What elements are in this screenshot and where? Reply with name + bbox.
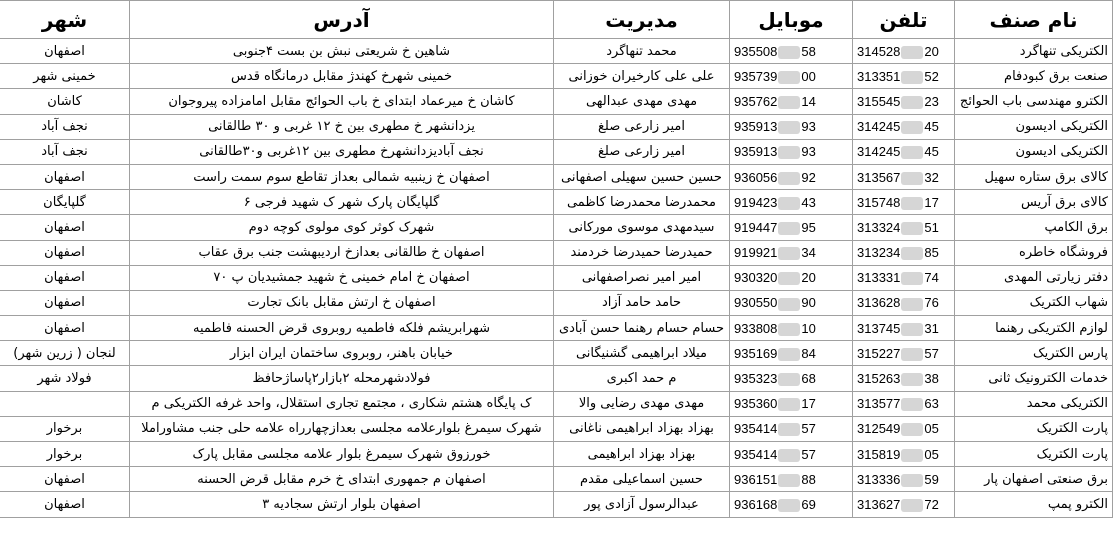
redaction-blur (778, 423, 800, 436)
cell-mobile[interactable] (730, 467, 853, 492)
cell-tel[interactable] (853, 39, 955, 64)
cell-address[interactable]: خمینی شهرخ کهندژ مقابل درمانگاه قدس (130, 64, 554, 89)
tel-suffix: 74 (924, 270, 939, 286)
table-row (0, 190, 1113, 215)
cell-name[interactable]: الکتریکی ادیسون (955, 114, 1113, 139)
cell-manager[interactable]: محمدرضا محمدرضا کاظمی (554, 190, 730, 215)
mobile-suffix: 10 (801, 320, 816, 336)
cell-name[interactable]: الکترو مهندسی باب الحوائج (955, 89, 1113, 114)
redaction-blur (901, 373, 923, 386)
header-name[interactable]: نام صنف (955, 1, 1113, 39)
redaction-blur (778, 499, 800, 512)
cell-mobile[interactable] (730, 240, 853, 265)
mobile-suffix: 92 (801, 169, 816, 185)
cell-manager[interactable]: امیر امیر نصراصفهانی (554, 265, 730, 290)
tel-prefix: 314245 (857, 119, 901, 135)
table-body (0, 39, 1113, 518)
redaction-blur (778, 172, 800, 185)
cell-tel[interactable] (853, 290, 955, 315)
cell-city[interactable]: اصفهان (0, 467, 130, 492)
mobile-prefix: 919447 (734, 219, 778, 235)
cell-mobile[interactable] (730, 391, 853, 416)
redaction-blur (778, 247, 800, 260)
cell-tel[interactable] (853, 492, 955, 517)
mobile-suffix: 93 (801, 119, 816, 135)
tel-prefix: 313351 (857, 68, 901, 84)
cell-address[interactable]: خیابان باهنر، روبروی ساختمان ایران ابزار (130, 341, 554, 366)
cell-manager[interactable]: سیدمهدی موسوی مورکانی (554, 215, 730, 240)
header-row (0, 1, 1113, 39)
cell-mobile[interactable] (730, 114, 853, 139)
mobile-prefix: 936056 (734, 169, 778, 185)
cell-address[interactable]: کاشان خ میرعماد ابتدای خ باب الحوائج مقابل امامزاده پیروجوان (130, 89, 554, 114)
redaction-blur (778, 197, 800, 210)
redaction-blur (778, 121, 800, 134)
redaction-blur (778, 222, 800, 235)
mobile-suffix: 20 (801, 270, 816, 286)
cell-name[interactable]: پارت الکتریک (955, 416, 1113, 441)
cell-manager[interactable]: حسین حسین سهیلی اصفهانی (554, 164, 730, 189)
mobile-suffix: 17 (801, 396, 816, 412)
cell-name[interactable]: کالای برق آریس (955, 190, 1113, 215)
cell-name[interactable]: پارت الکتریک (955, 442, 1113, 467)
cell-tel[interactable] (853, 265, 955, 290)
mobile-prefix: 935360 (734, 396, 778, 412)
cell-manager[interactable]: علی علی کارخیران خوزانی (554, 64, 730, 89)
redaction-blur (901, 172, 923, 185)
tel-suffix: 72 (924, 496, 939, 512)
table-row (0, 316, 1113, 341)
mobile-suffix: 88 (801, 471, 816, 487)
tel-prefix: 313628 (857, 295, 901, 311)
mobile-suffix: 84 (801, 345, 816, 361)
cell-city[interactable]: اصفهان (0, 290, 130, 315)
mobile-prefix: 936168 (734, 496, 778, 512)
tel-suffix: 63 (924, 396, 939, 412)
redaction-blur (901, 197, 923, 210)
redaction-blur (901, 272, 923, 285)
cell-manager[interactable]: مهدی مهدی رضایی والا (554, 391, 730, 416)
mobile-prefix: 930320 (734, 270, 778, 286)
redaction-blur (901, 222, 923, 235)
cell-tel[interactable] (853, 114, 955, 139)
tel-suffix: 05 (924, 446, 939, 462)
cell-name[interactable]: لوازم الکتریکی رهنما (955, 316, 1113, 341)
table-row (0, 341, 1113, 366)
cell-name[interactable]: صنعت برق کبودفام (955, 64, 1113, 89)
table-row (0, 492, 1113, 517)
tel-prefix: 315263 (857, 371, 901, 386)
cell-tel[interactable] (853, 240, 955, 265)
cell-manager[interactable]: حسام حسام رهنما حسن آبادی (554, 316, 730, 341)
cell-name[interactable]: دفتر زیارتی المهدی (955, 265, 1113, 290)
tel-prefix: 313567 (857, 169, 901, 185)
cell-mobile[interactable] (730, 492, 853, 517)
cell-city[interactable] (0, 391, 130, 416)
cell-mobile[interactable] (730, 64, 853, 89)
redaction-blur (778, 323, 800, 336)
table-row (0, 164, 1113, 189)
cell-address[interactable]: خورزوق شهرک سیمرغ بلوار علامه مجلسی مقابل پارک (130, 442, 554, 467)
cell-tel[interactable] (853, 164, 955, 189)
mobile-prefix: 933808 (734, 320, 778, 336)
cell-city[interactable]: کاشان (0, 89, 130, 114)
cell-name[interactable]: کالای برق ستاره سهیل (955, 164, 1113, 189)
mobile-prefix: 935169 (734, 345, 778, 361)
cell-name[interactable]: برق الکامپ (955, 215, 1113, 240)
tel-prefix: 313577 (857, 396, 901, 412)
tel-suffix: 20 (924, 43, 939, 59)
tel-prefix: 313745 (857, 320, 901, 336)
tel-prefix: 315819 (857, 446, 901, 462)
cell-manager[interactable]: حامد حامد آزاد (554, 290, 730, 315)
tel-suffix: 45 (924, 119, 939, 135)
cell-city[interactable]: اصفهان (0, 492, 130, 517)
cell-mobile[interactable] (730, 416, 853, 441)
redaction-blur (901, 474, 923, 487)
cell-city[interactable]: گلپایگان (0, 190, 130, 215)
table-row (0, 290, 1113, 315)
cell-address[interactable]: اصفهان خ طالقانی بعدازخ اردیبهشت جنب برق عقاب (130, 240, 554, 265)
cell-city[interactable]: خمینی شهر (0, 64, 130, 89)
cell-tel[interactable] (853, 341, 955, 366)
cell-city[interactable]: اصفهان (0, 164, 130, 189)
cell-mobile[interactable] (730, 366, 853, 391)
redaction-blur (901, 146, 923, 159)
cell-city[interactable]: نجف آباد (0, 114, 130, 139)
redaction-blur (901, 298, 923, 311)
table-row (0, 114, 1113, 139)
cell-address[interactable]: گلپایگان پارک شهر ک شهید فرجی ۶ (130, 190, 554, 215)
cell-manager[interactable]: امیر زارعی صلغ (554, 139, 730, 164)
mobile-prefix: 935762 (734, 93, 778, 109)
table-row (0, 467, 1113, 492)
table-row (0, 139, 1113, 164)
table-row (0, 240, 1113, 265)
cell-address[interactable]: شهرک کوثر کوی مولوی کوچه دوم (130, 215, 554, 240)
tel-suffix: 51 (924, 219, 939, 235)
cell-name[interactable]: الکترو پمپ (955, 492, 1113, 517)
tel-prefix: 315227 (857, 345, 901, 361)
cell-tel[interactable] (853, 366, 955, 391)
cell-city[interactable]: لنجان ( زرین شهر) (0, 341, 130, 366)
cell-mobile[interactable] (730, 164, 853, 189)
cell-city[interactable]: برخوار (0, 442, 130, 467)
cell-address[interactable]: شهرابریشم فلکه فاطمیه روبروی قرض الحسنه فاطمیه (130, 316, 554, 341)
cell-manager[interactable]: م حمد اکبری (554, 366, 730, 391)
redaction-blur (778, 449, 800, 462)
mobile-prefix: 935913 (734, 119, 778, 135)
cell-mobile[interactable] (730, 316, 853, 341)
cell-address[interactable]: یزدانشهر خ مطهری بین خ ۱۲ غربی و ۳۰ طالقانی (130, 114, 554, 139)
cell-city[interactable]: اصفهان (0, 215, 130, 240)
tel-suffix: 05 (924, 421, 939, 437)
table-row (0, 416, 1113, 441)
mobile-suffix: 57 (801, 421, 816, 437)
cell-name[interactable]: خدمات الکترونیک ثانی (955, 366, 1113, 391)
mobile-prefix: 935323 (734, 371, 778, 386)
table-row (0, 89, 1113, 114)
redaction-blur (778, 373, 800, 386)
mobile-suffix: 95 (801, 219, 816, 235)
cell-manager[interactable]: میلاد ابراهیمی گشنیگانی (554, 341, 730, 366)
mobile-suffix: 90 (801, 295, 816, 311)
cell-name[interactable]: الکتریکی تنهاگرد (955, 39, 1113, 64)
cell-city[interactable]: فولاد شهر (0, 366, 130, 391)
cell-name[interactable]: الکتریکی ادیسون (955, 139, 1113, 164)
redaction-blur (901, 71, 923, 84)
cell-name[interactable]: الکتریکی محمد (955, 391, 1113, 416)
cell-address[interactable]: ک پایگاه هشتم شکاری ، مجتمع تجاری استقلال، واحد غرفه الکتریکی م (130, 391, 554, 416)
redaction-blur (901, 121, 923, 134)
cell-manager[interactable]: بهزاد بهزاد ابراهیمی ناغانی (554, 416, 730, 441)
cell-address[interactable]: اصفهان بلوار ارتش سجادیه ۳ (130, 492, 554, 517)
tel-prefix: 313324 (857, 219, 901, 235)
redaction-blur (901, 423, 923, 436)
cell-mobile[interactable] (730, 290, 853, 315)
tel-prefix: 315545 (857, 93, 901, 109)
mobile-suffix: 00 (801, 68, 816, 84)
redaction-blur (901, 46, 923, 59)
mobile-suffix: 57 (801, 446, 816, 462)
redaction-blur (778, 348, 800, 361)
tel-suffix: 17 (924, 194, 939, 210)
mobile-prefix: 935739 (734, 68, 778, 84)
cell-address[interactable]: اصفهان خ زینبیه شمالی بعداز تقاطع سوم سمت راست (130, 164, 554, 189)
cell-tel[interactable] (853, 89, 955, 114)
cell-address[interactable]: فولادشهرمحله ۲بازار۲پاساژحافظ (130, 366, 554, 391)
mobile-suffix: 34 (801, 245, 816, 261)
cell-city[interactable]: برخوار (0, 416, 130, 441)
redaction-blur (901, 398, 923, 411)
cell-tel[interactable] (853, 416, 955, 441)
header-tel[interactable]: تلفن (853, 1, 955, 39)
cell-name[interactable]: برق صنعتی اصفهان پار (955, 467, 1113, 492)
redaction-blur (778, 146, 800, 159)
cell-name[interactable]: فروشگاه خاطره (955, 240, 1113, 265)
tel-suffix: 38 (924, 371, 939, 386)
cell-city[interactable]: اصفهان (0, 39, 130, 64)
header-address[interactable]: آدرس (130, 1, 554, 39)
table-row (0, 64, 1113, 89)
tel-prefix: 312549 (857, 421, 901, 437)
mobile-prefix: 935913 (734, 144, 778, 160)
cell-mobile[interactable] (730, 39, 853, 64)
header-city[interactable]: شهر (0, 1, 130, 39)
cell-tel[interactable] (853, 467, 955, 492)
redaction-blur (778, 272, 800, 285)
redaction-blur (778, 71, 800, 84)
tel-prefix: 313627 (857, 496, 901, 512)
cell-manager[interactable]: حسین اسماعیلی مقدم (554, 467, 730, 492)
mobile-prefix: 935414 (734, 421, 778, 437)
cell-tel[interactable] (853, 64, 955, 89)
table-row (0, 215, 1113, 240)
header-manager[interactable]: مدیریت (554, 1, 730, 39)
cell-name[interactable]: شهاب الکتریک (955, 290, 1113, 315)
cell-mobile[interactable] (730, 442, 853, 467)
cell-mobile[interactable] (730, 215, 853, 240)
cell-manager[interactable]: محمد تنهاگرد (554, 39, 730, 64)
cell-address[interactable]: اصفهان م جمهوری ابتدای خ خرم مقابل قرض الحسنه (130, 467, 554, 492)
cell-tel[interactable] (853, 215, 955, 240)
mobile-suffix: 14 (801, 93, 816, 109)
mobile-suffix: 68 (801, 371, 816, 386)
tel-suffix: 32 (924, 169, 939, 185)
redaction-blur (901, 499, 923, 512)
tel-prefix: 314245 (857, 144, 901, 160)
tel-suffix: 31 (924, 320, 939, 336)
cell-mobile[interactable] (730, 89, 853, 114)
mobile-prefix: 935414 (734, 446, 778, 462)
tel-prefix: 313336 (857, 471, 901, 487)
cell-manager[interactable]: حمیدرضا حمیدرضا خردمند (554, 240, 730, 265)
redaction-blur (901, 323, 923, 336)
cell-city[interactable]: نجف آباد (0, 139, 130, 164)
cell-city[interactable]: اصفهان (0, 265, 130, 290)
cell-manager[interactable]: عبدالرسول آزادی پور (554, 492, 730, 517)
redaction-blur (901, 247, 923, 260)
header-mobile[interactable]: موبایل (730, 1, 853, 39)
tel-suffix: 85 (924, 245, 939, 261)
redaction-blur (901, 348, 923, 361)
tel-suffix: 59 (924, 471, 939, 487)
mobile-suffix: 58 (801, 43, 816, 59)
cell-name[interactable]: پارس الکتریک (955, 341, 1113, 366)
cell-address[interactable]: اصفهان خ امام خمینی خ شهید جمشیدیان پ ۷۰ (130, 265, 554, 290)
redaction-blur (778, 298, 800, 311)
mobile-prefix: 936151 (734, 471, 778, 487)
redaction-blur (901, 449, 923, 462)
cell-city[interactable]: اصفهان (0, 240, 130, 265)
tel-prefix: 315748 (857, 194, 901, 210)
cell-tel[interactable] (853, 391, 955, 416)
tel-suffix: 52 (924, 68, 939, 84)
tel-prefix: 314528 (857, 43, 901, 59)
cell-city[interactable]: اصفهان (0, 316, 130, 341)
mobile-prefix: 935508 (734, 43, 778, 59)
cell-mobile[interactable] (730, 139, 853, 164)
mobile-suffix: 43 (801, 194, 816, 210)
redaction-blur (778, 398, 800, 411)
cell-address[interactable]: نجف آبادیزدانشهرخ مطهری بین ۱۲غربی و۳۰طالقانی (130, 139, 554, 164)
table-row (0, 391, 1113, 416)
cell-tel[interactable] (853, 316, 955, 341)
cell-mobile[interactable] (730, 341, 853, 366)
tel-suffix: 57 (924, 345, 939, 361)
cell-mobile[interactable] (730, 265, 853, 290)
tel-suffix: 23 (924, 93, 939, 109)
mobile-prefix: 919423 (734, 194, 778, 210)
cell-mobile[interactable] (730, 190, 853, 215)
cell-tel[interactable] (853, 190, 955, 215)
cell-address[interactable]: اصفهان خ ارتش مقابل بانک تجارت (130, 290, 554, 315)
mobile-prefix: 919921 (734, 245, 778, 261)
cell-address[interactable]: شهرک سیمرغ بلوارعلامه مجلسی بعدازچهارراه علامه حلی جنب مشاوراملا (130, 416, 554, 441)
tel-suffix: 76 (924, 295, 939, 311)
redaction-blur (778, 474, 800, 487)
cell-manager[interactable]: بهزاد بهزاد ابراهیمی (554, 442, 730, 467)
mobile-suffix: 93 (801, 144, 816, 160)
cell-address[interactable]: شاهین خ شریعتی نبش بن بست ۴جنوبی (130, 39, 554, 64)
table-row (0, 265, 1113, 290)
tel-suffix: 45 (924, 144, 939, 160)
mobile-suffix: 69 (801, 496, 816, 512)
cell-manager[interactable]: مهدی مهدی عبدالهی (554, 89, 730, 114)
tel-prefix: 313234 (857, 245, 901, 261)
cell-manager[interactable]: امیر زارعی صلغ (554, 114, 730, 139)
redaction-blur (778, 96, 800, 109)
tel-prefix: 313331 (857, 270, 901, 286)
cell-tel[interactable] (853, 442, 955, 467)
redaction-blur (901, 96, 923, 109)
table-row (0, 39, 1113, 64)
redaction-blur (778, 46, 800, 59)
table-row (0, 442, 1113, 467)
mobile-prefix: 930550 (734, 295, 778, 311)
table-row (0, 366, 1113, 391)
cell-tel[interactable] (853, 139, 955, 164)
